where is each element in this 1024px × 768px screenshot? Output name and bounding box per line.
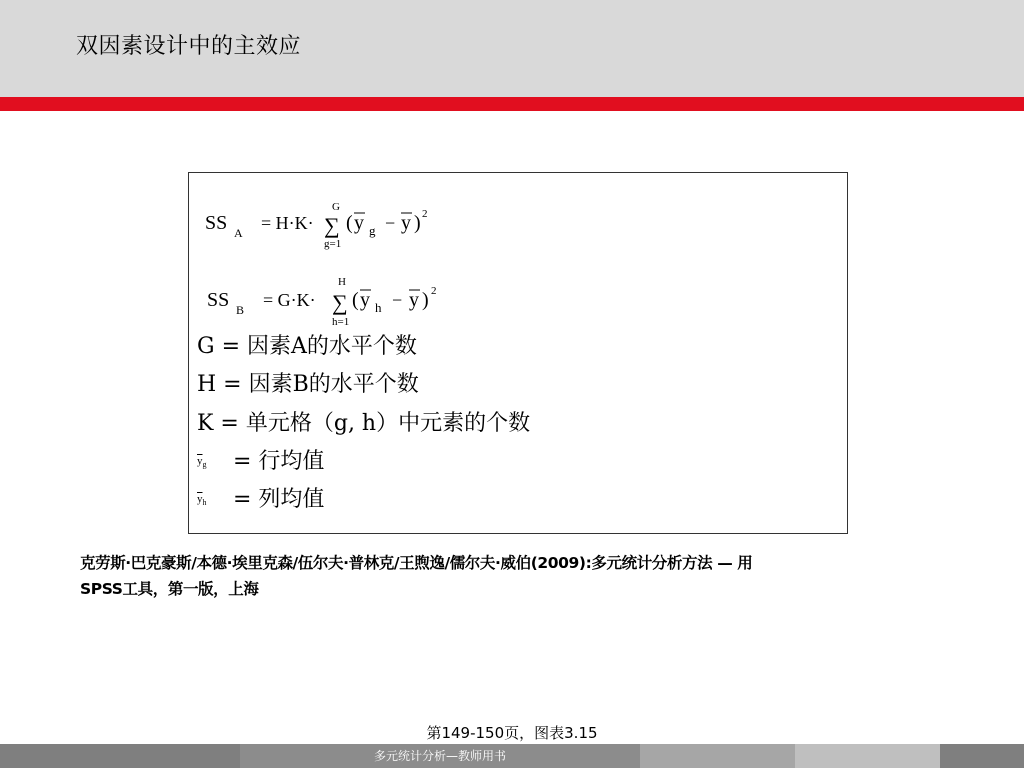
ssa-lhs: SS (205, 212, 228, 234)
ssa-ybar-subscript: g (369, 223, 376, 238)
ssb-exponent: 2 (431, 285, 437, 297)
ssa-lhs-subscript: A (234, 226, 243, 240)
ssa-equals: = H·K· (261, 213, 314, 233)
ssb-sum-sign: ∑ (332, 290, 348, 315)
ssa-paren-close: ) (414, 212, 421, 234)
column-mean-symbol-subscript: h (202, 498, 207, 508)
ssa-ybar: y (354, 212, 364, 234)
row-mean-symbol-subscript: g (202, 460, 207, 470)
ssb-minus: − (392, 290, 403, 310)
definition-column-mean: = 列均值 (233, 487, 325, 512)
definition-g: G = 因素A的水平个数 (197, 334, 417, 359)
ssb-grand-mean: y (409, 289, 419, 311)
figure-caption: 第149-150页，图表3.15 (426, 724, 598, 742)
ssa-sum-upper: G (332, 201, 340, 213)
ssb-lhs-subscript: B (236, 303, 245, 317)
page-title: 双因素设计中的主效应 (76, 34, 302, 59)
ssb-lhs: SS (207, 289, 230, 311)
footer-label: 多元统计分析—教师用书 (373, 749, 506, 763)
footer-segment (940, 744, 1024, 768)
reference-citation (80, 550, 960, 602)
ssb-paren-close: ) (422, 289, 429, 311)
reference-line-1: 克劳斯·巴克豪斯/本德·埃里克森/伍尔夫·普林克/王煦逸/儒尔夫·威伯(2009):多元统计分析方法 — 用 (80, 554, 753, 572)
ssa-paren-open: ( (346, 212, 353, 234)
ssb-paren-open: ( (352, 289, 359, 311)
ssb-equals: = G·K· (263, 290, 316, 310)
ssa-exponent: 2 (422, 208, 428, 220)
title-banner (0, 0, 1024, 97)
formula-ss-b (207, 276, 437, 328)
row-mean-symbol-y: $\overline{y}$ (197, 455, 203, 467)
ssa-sum-sign: ∑ (324, 213, 340, 238)
ssb-ybar: y (360, 289, 370, 311)
formula-panel (188, 172, 848, 534)
ssb-ybar-subscript: h (375, 300, 382, 315)
ssa-minus: − (385, 213, 396, 233)
definition-row-mean: = 行均值 (233, 449, 325, 474)
ssa-grand-mean: y (401, 212, 411, 234)
definition-h: H = 因素B的水平个数 (197, 372, 419, 397)
column-mean-symbol-y: $\overline{y}$ (197, 493, 203, 505)
accent-stripe (0, 97, 1024, 111)
formula-ss-a (205, 201, 428, 250)
definition-k: K = 单元格（g, h）中元素的个数 (197, 411, 531, 436)
ssa-sum-lower: g=1 (324, 238, 342, 250)
ssb-sum-lower: h=1 (332, 316, 350, 328)
column-mean-symbol (197, 493, 207, 509)
reference-line-2: SPSS工具，第一版，上海 (80, 580, 259, 598)
ssb-sum-upper: H (338, 276, 346, 288)
row-mean-symbol (197, 455, 207, 471)
